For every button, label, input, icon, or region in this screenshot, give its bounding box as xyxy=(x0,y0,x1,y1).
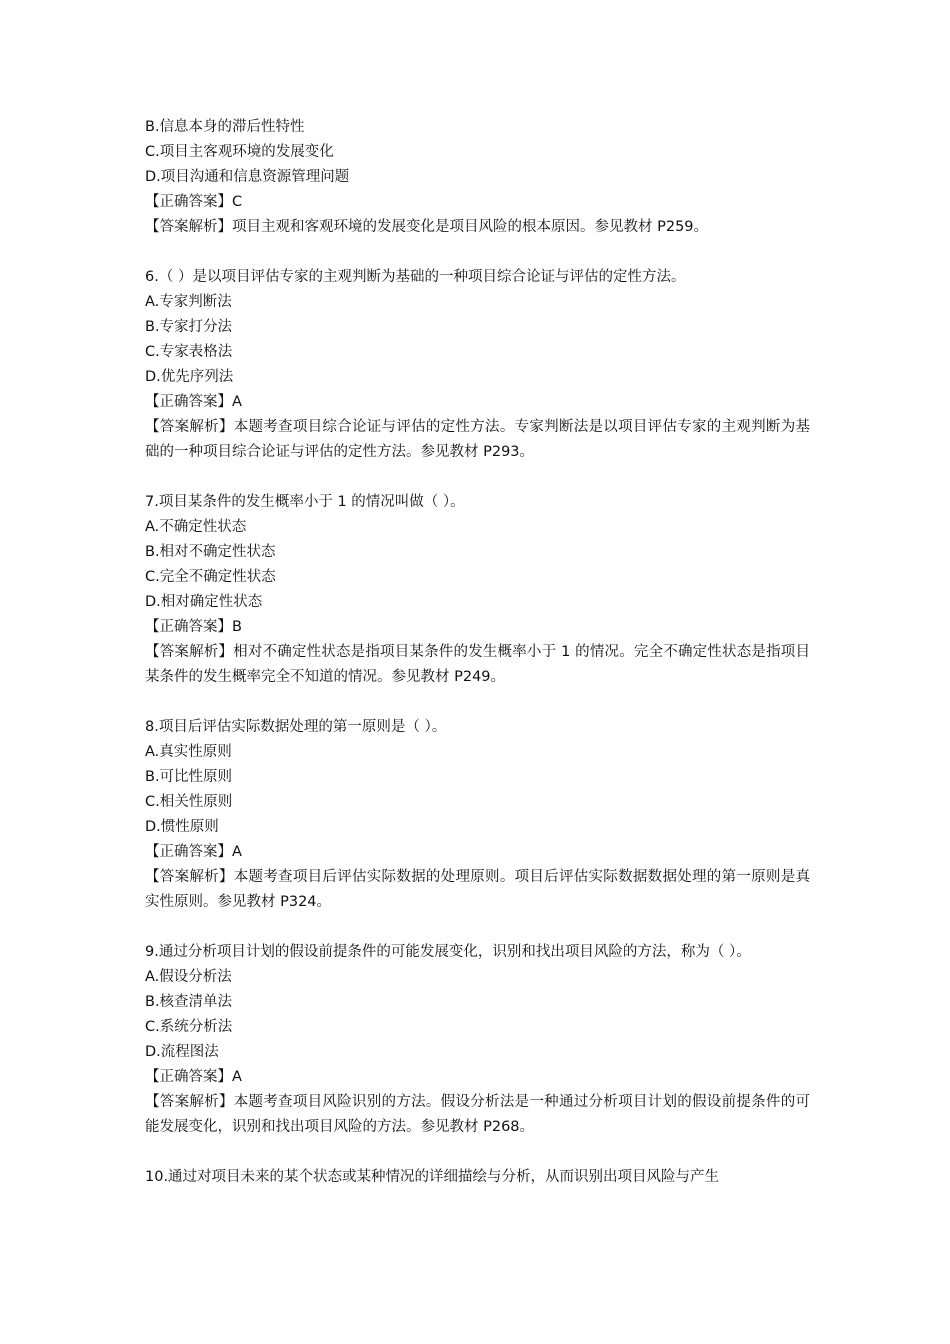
option-d: D.惯性原则 xyxy=(145,819,219,835)
option-b: B.相对不确定性状态 xyxy=(145,544,276,560)
option-c: C.项目主客观环境的发展变化 xyxy=(145,144,334,160)
question-stem: 8.项目后评估实际数据处理的第一原则是（ ）。 xyxy=(145,719,447,735)
answer-analysis: 【答案解析】本题考查项目风险识别的方法。假设分析法是一种通过分析项目计划的假设前提条件的可能发展变化，识别和找出项目风险的方法。参见教材 P268。 xyxy=(145,1094,810,1135)
answer-analysis: 【答案解析】本题考查项目综合论证与评估的定性方法。专家判断法是以项目评估专家的主观判断为基础的一种项目综合论证与评估的定性方法。参见教材 P293。 xyxy=(145,419,810,460)
question-stem: 9.通过分析项目计划的假设前提条件的可能发展变化，识别和找出项目风险的方法，称为（ ）。 xyxy=(145,944,751,960)
option-a: A.不确定性状态 xyxy=(145,519,247,535)
option-c: C.完全不确定性状态 xyxy=(145,569,276,585)
option-d: D.优先序列法 xyxy=(145,369,234,385)
option-a: A.真实性原则 xyxy=(145,744,232,760)
option-b: B.可比性原则 xyxy=(145,769,233,785)
option-a: A.专家判断法 xyxy=(145,294,232,310)
question-7 xyxy=(145,490,810,690)
answer-analysis: 【答案解析】项目主观和客观环境的发展变化是项目风险的根本原因。参见教材 P259。 xyxy=(145,219,709,235)
correct-answer: 【正确答案】A xyxy=(145,394,242,410)
answer-analysis: 【答案解析】本题考查项目后评估实际数据的处理原则。项目后评估实际数据数据处理的第一原则是真实性原则。参见教材 P324。 xyxy=(145,869,810,910)
question-5-tail xyxy=(145,115,810,240)
question-6 xyxy=(145,265,810,465)
option-b: B.信息本身的滞后性特性 xyxy=(145,119,305,135)
document-page xyxy=(145,115,810,1190)
correct-answer: 【正确答案】C xyxy=(145,194,243,210)
option-c: C.相关性原则 xyxy=(145,794,233,810)
correct-answer: 【正确答案】A xyxy=(145,1069,242,1085)
option-a: A.假设分析法 xyxy=(145,969,232,985)
question-stem: 10.通过对项目未来的某个状态或某种情况的详细描绘与分析，从而识别出项目风险与产生 xyxy=(145,1169,720,1185)
option-c: C.系统分析法 xyxy=(145,1019,233,1035)
question-stem: 7.项目某条件的发生概率小于 1 的情况叫做（ ）。 xyxy=(145,494,465,510)
option-b: B.专家打分法 xyxy=(145,319,233,335)
option-d: D.流程图法 xyxy=(145,1044,219,1060)
question-8 xyxy=(145,715,810,915)
question-9 xyxy=(145,940,810,1140)
question-10 xyxy=(145,1165,810,1190)
question-stem: 6.（ ）是以项目评估专家的主观判断为基础的一种项目综合论证与评估的定性方法。 xyxy=(145,269,686,285)
option-c: C.专家表格法 xyxy=(145,344,233,360)
option-b: B.核查清单法 xyxy=(145,994,233,1010)
answer-analysis: 【答案解析】相对不确定性状态是指项目某条件的发生概率小于 1 的情况。完全不确定性状态是指项目某条件的发生概率完全不知道的情况。参见教材 P249。 xyxy=(145,644,810,685)
option-d: D.相对确定性状态 xyxy=(145,594,263,610)
correct-answer: 【正确答案】B xyxy=(145,619,242,635)
correct-answer: 【正确答案】A xyxy=(145,844,242,860)
option-d: D.项目沟通和信息资源管理问题 xyxy=(145,169,350,185)
